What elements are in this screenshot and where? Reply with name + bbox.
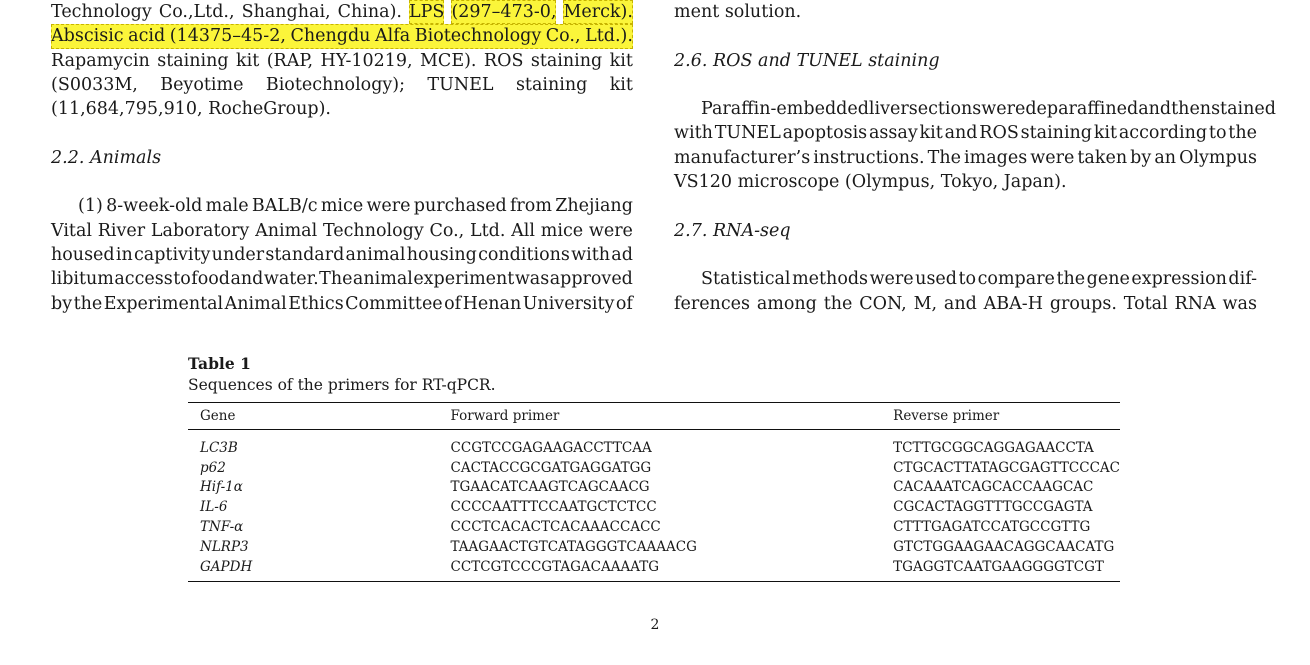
body-line: Paraffin-embedded liver sections were deparaffined and then stained bbox=[701, 99, 1276, 120]
body-line: (11,684,795,910, RocheGroup). bbox=[51, 99, 331, 120]
reverse-primer-cell: CACAAATCAGCACCAAGCAC bbox=[893, 479, 1094, 496]
body-line: Rapamycin staining kit (RAP, HY-10219, MCE). ROS staining kit bbox=[51, 50, 633, 71]
left-column bbox=[51, 0, 633, 316]
highlighted-line[interactable]: Abscisic acid (14375–45-2, Chengdu Alfa Biotechnology Co., Ltd.). bbox=[51, 24, 633, 48]
forward-primer-cell: TGAACATCAAGTCAGCAACG bbox=[450, 479, 650, 496]
forward-primer-cell: CCGTCCGAGAAGACCTTCAA bbox=[450, 439, 652, 456]
section-heading-ros-tunel: 2.6. ROS and TUNEL staining bbox=[674, 50, 940, 71]
reverse-primer-cell: GTCTGGAAGAACAGGCAACATG bbox=[893, 538, 1115, 555]
body-line: housed in captivity under standard animal housing conditions with ad bbox=[51, 244, 633, 265]
gene-cell: Hif-1α bbox=[200, 479, 243, 496]
table-row bbox=[188, 537, 1120, 557]
right-column bbox=[674, 0, 1276, 316]
body-line: ment solution. bbox=[674, 2, 802, 22]
gene-cell: NLRP3 bbox=[200, 538, 249, 555]
highlighted-text[interactable]: Merck). bbox=[563, 0, 632, 24]
table-row bbox=[188, 517, 1120, 537]
body-line: Statistical methods were used to compare the gene expression dif- bbox=[701, 269, 1257, 290]
forward-primer-cell: TAAGAACTGTCATAGGGTCAAAACG bbox=[450, 538, 697, 555]
gene-cell: GAPDH bbox=[200, 558, 253, 575]
table-row bbox=[188, 430, 1120, 458]
forward-primer-cell: CCCTCACACTCACAAACCACC bbox=[450, 519, 661, 536]
body-line: by the Experimental Animal Ethics Committee of Henan University of bbox=[51, 293, 633, 314]
gene-cell: p62 bbox=[200, 459, 226, 476]
page-number: 2 bbox=[650, 617, 660, 633]
body-line: VS120 microscope (Olympus, Tokyo, Japan). bbox=[674, 172, 1067, 193]
primer-table bbox=[188, 402, 1120, 582]
section-heading-animals: 2.2. Animals bbox=[51, 147, 162, 168]
column-header-reverse: Reverse primer bbox=[893, 408, 1000, 424]
table-row bbox=[188, 478, 1120, 498]
body-line: ferences among the CON, M, and ABA-H groups. Total RNA was bbox=[674, 293, 1257, 314]
highlighted-text[interactable]: (297–473-0, bbox=[451, 0, 556, 24]
body-line: (S0033M, Beyotime Biotechnology); TUNEL staining kit bbox=[51, 74, 633, 95]
primer-table-block bbox=[188, 354, 1120, 582]
highlighted-text[interactable]: LPS bbox=[409, 0, 444, 24]
reverse-primer-cell: CTTTGAGATCCATGCCGTTG bbox=[893, 519, 1091, 536]
column-header-gene: Gene bbox=[200, 408, 236, 424]
forward-primer-cell: CACTACCGCGATGAGGATGG bbox=[450, 459, 652, 476]
body-line: (1) 8-week-old male BALB/c mice were purchased from Zhejiang bbox=[78, 196, 633, 217]
gene-cell: IL-6 bbox=[200, 499, 228, 516]
table-caption: Sequences of the primers for RT-qPCR. bbox=[188, 376, 496, 394]
body-line: with TUNEL apoptosis assay kit and ROS staining kit according to the bbox=[674, 123, 1257, 144]
table-header-row bbox=[188, 403, 1120, 430]
gene-cell: TNF-α bbox=[200, 519, 244, 536]
table-row bbox=[188, 497, 1120, 517]
reverse-primer-cell: CTGCACTTATAGCGAGTTCCCAC bbox=[893, 459, 1120, 476]
forward-primer-cell: CCTCGTCCCGTAGACAAAATG bbox=[450, 558, 660, 575]
body-line: manufacturer’s instructions. The images were taken by an Olympus bbox=[674, 147, 1257, 168]
column-header-forward: Forward primer bbox=[450, 408, 560, 424]
reverse-primer-cell: TGAGGTCAATGAAGGGGTCGT bbox=[893, 558, 1104, 575]
table-row bbox=[188, 458, 1120, 478]
section-heading-rna-seq: 2.7. RNA-seq bbox=[674, 220, 791, 241]
body-line: libitum access to food and water. The animal experiment was approved bbox=[51, 269, 633, 290]
body-line: Technology Co.,Ltd., Shanghai, China). LPS (297–473-0, Merck). bbox=[51, 0, 633, 24]
body-line: Vital River Laboratory Animal Technology Co., Ltd. All mice were bbox=[51, 220, 633, 241]
reverse-primer-cell: CGCACTAGGTTTGCCGAGTA bbox=[893, 499, 1093, 516]
table-label: Table 1 bbox=[188, 354, 251, 373]
reverse-primer-cell: TCTTGCGGCAGGAGAACCTA bbox=[893, 439, 1094, 456]
table-row bbox=[188, 557, 1120, 581]
gene-cell: LC3B bbox=[200, 439, 238, 456]
forward-primer-cell: CCCCAATTTCCAATGCTCTCC bbox=[450, 499, 657, 516]
